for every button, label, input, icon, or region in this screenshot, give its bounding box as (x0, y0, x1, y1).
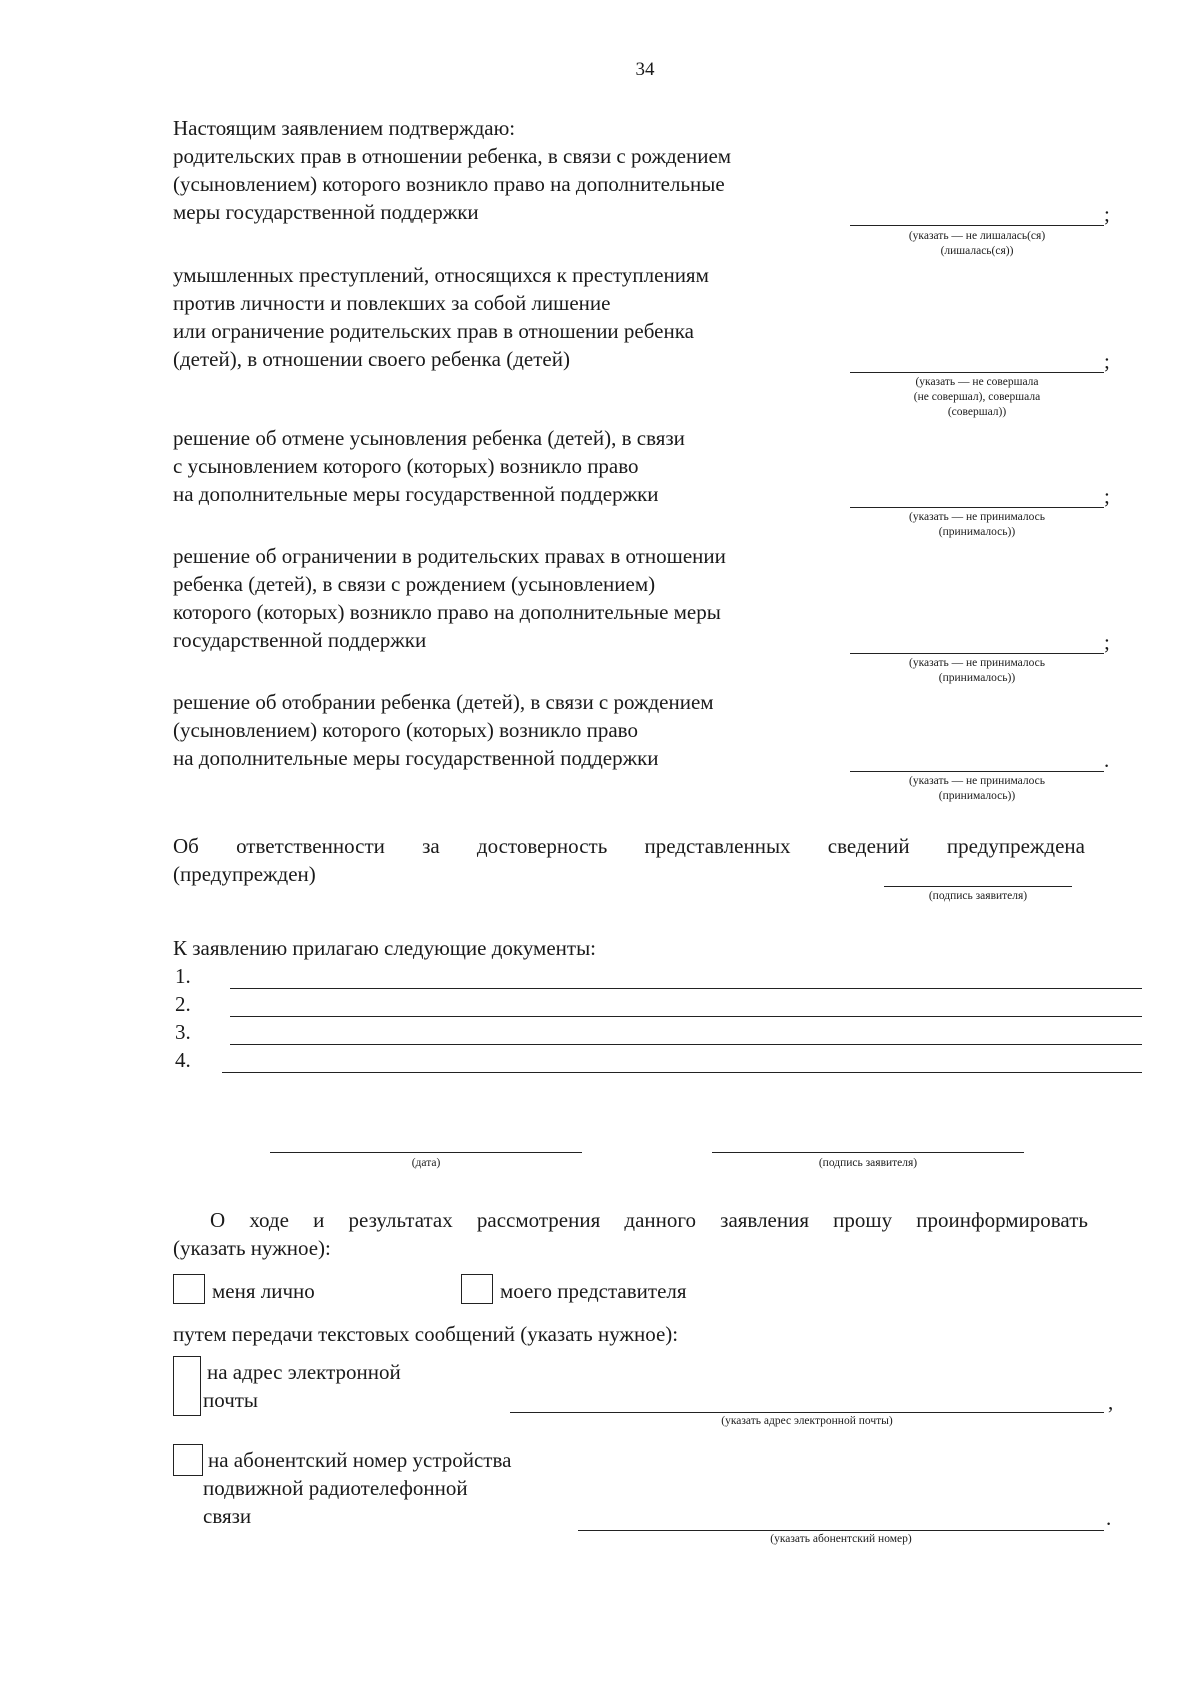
text-line: решение об ограничении в родительских правах в отношении (173, 544, 726, 568)
page-number: 34 (635, 59, 655, 80)
punctuation: ; (1104, 630, 1110, 654)
phone-label-line: подвижной радиотелефонной (203, 1476, 468, 1500)
word: заявления (720, 1208, 810, 1232)
answer-caption: (указать — не лишалась(ся) (908, 230, 1046, 242)
text-line: на дополнительные меры государственной поддержки (173, 482, 659, 506)
answer-caption: (лишалась(ся)) (940, 245, 1014, 257)
word: предупреждена (946, 834, 1085, 858)
text-line: (детей), в отношении своего ребенка (детей) (173, 347, 570, 371)
attachment-line-4[interactable] (222, 1072, 1142, 1073)
punctuation: . (1106, 1506, 1112, 1530)
checkbox-personal[interactable] (173, 1274, 205, 1304)
text-line: ребенка (детей), в связи с рождением (усыновлением) (173, 572, 656, 596)
answer-caption: (принималось)) (938, 526, 1016, 538)
word: достоверность (476, 834, 608, 858)
email-label-line: на адрес электронной (207, 1360, 401, 1384)
attachment-number: 2. (175, 992, 191, 1016)
email-caption: (указать адрес электронной почты) (721, 1415, 893, 1427)
checkbox-email[interactable] (173, 1356, 201, 1416)
word: ходе (249, 1208, 289, 1232)
text-line: на дополнительные меры государственной поддержки (173, 746, 659, 770)
attachment-line-2[interactable] (230, 1016, 1142, 1017)
text-line: (усыновлением) которого (которых) возникло право (173, 718, 638, 742)
signature-line[interactable] (884, 886, 1072, 887)
text-line: государственной поддержки (173, 628, 427, 652)
responsibility-line (173, 832, 1085, 860)
punctuation: ; (1104, 484, 1110, 508)
phone-label-line: связи (203, 1504, 252, 1528)
attachment-line-3[interactable] (230, 1044, 1142, 1045)
phone-label-line: на абонентский номер устройства (208, 1448, 512, 1472)
attachment-number: 4. (175, 1048, 191, 1072)
word: сведений (827, 834, 910, 858)
inform-line (210, 1206, 1088, 1234)
phone-caption: (указать абонентский номер) (770, 1533, 912, 1545)
attachment-number: 3. (175, 1020, 191, 1044)
email-input-line[interactable] (510, 1412, 1104, 1413)
text-line: против личности и повлекших за собой лишение (173, 291, 611, 315)
text-line: (усыновлением) которого возникло право на дополнительные (173, 172, 725, 196)
word: Об (173, 834, 199, 858)
answer-caption: (указать — не принималось (909, 775, 1045, 787)
answer-line[interactable] (850, 372, 1104, 373)
word: рассмотрения (476, 1208, 601, 1232)
word: О (210, 1208, 226, 1232)
punctuation: ; (1104, 349, 1110, 373)
phone-input-line[interactable] (578, 1530, 1104, 1531)
answer-line[interactable] (850, 771, 1104, 772)
word: и (313, 1208, 325, 1232)
attachment-line-1[interactable] (230, 988, 1142, 989)
text-line: (указать нужное): (173, 1236, 331, 1260)
word: прошу (833, 1208, 893, 1232)
word: результатах (348, 1208, 453, 1232)
answer-line[interactable] (850, 225, 1104, 226)
signature-line[interactable] (712, 1152, 1024, 1153)
answer-caption: (указать — не принималось (909, 657, 1045, 669)
word: данного (624, 1208, 696, 1232)
answer-caption: (указать — не совершала (915, 376, 1039, 388)
text-line: решение об отмене усыновления ребенка (детей), в связи (173, 426, 685, 450)
date-caption: (дата) (411, 1157, 441, 1169)
attachments-title: К заявлению прилагаю следующие документы: (173, 936, 597, 960)
method-title: путем передачи текстовых сообщений (указать нужное): (173, 1322, 679, 1346)
answer-caption: (не совершал), совершала (913, 391, 1041, 403)
text-line: умышленных преступлений, относящихся к преступлениям (173, 263, 709, 287)
option-label-personal: меня лично (212, 1279, 315, 1303)
attachment-number: 1. (175, 964, 191, 988)
word: за (422, 834, 440, 858)
punctuation: ; (1104, 202, 1110, 226)
text-line: (предупрежден) (173, 862, 316, 886)
text-line: решение об отобрании ребенка (детей), в связи с рождением (173, 690, 714, 714)
text-line: меры государственной поддержки (173, 200, 479, 224)
answer-caption: (указать — не принималось (909, 511, 1045, 523)
answer-caption: (совершал)) (947, 406, 1007, 418)
answer-caption: (принималось)) (938, 672, 1016, 684)
text-line: которого (которых) возникло право на дополнительные меры (173, 600, 721, 624)
text-line: с усыновлением которого (которых) возникло право (173, 454, 639, 478)
email-label-line: почты (203, 1388, 259, 1412)
answer-line[interactable] (850, 507, 1104, 508)
punctuation: . (1104, 748, 1110, 772)
checkbox-representative[interactable] (461, 1274, 493, 1304)
option-label-representative: моего представителя (500, 1279, 687, 1303)
punctuation: , (1108, 1390, 1114, 1414)
date-line[interactable] (270, 1152, 582, 1153)
word: ответственности (236, 834, 385, 858)
text-line: родительских прав в отношении ребенка, в связи с рождением (173, 144, 732, 168)
text-line: или ограничение родительских прав в отношении ребенка (173, 319, 694, 343)
signature-caption: (подпись заявителя) (818, 1157, 918, 1169)
intro-text: Настоящим заявлением подтверждаю: (173, 116, 516, 140)
checkbox-phone[interactable] (173, 1444, 203, 1476)
word: представленных (644, 834, 791, 858)
word: проинформировать (916, 1208, 1088, 1232)
answer-line[interactable] (850, 653, 1104, 654)
signature-caption: (подпись заявителя) (928, 890, 1028, 902)
answer-caption: (принималось)) (938, 790, 1016, 802)
